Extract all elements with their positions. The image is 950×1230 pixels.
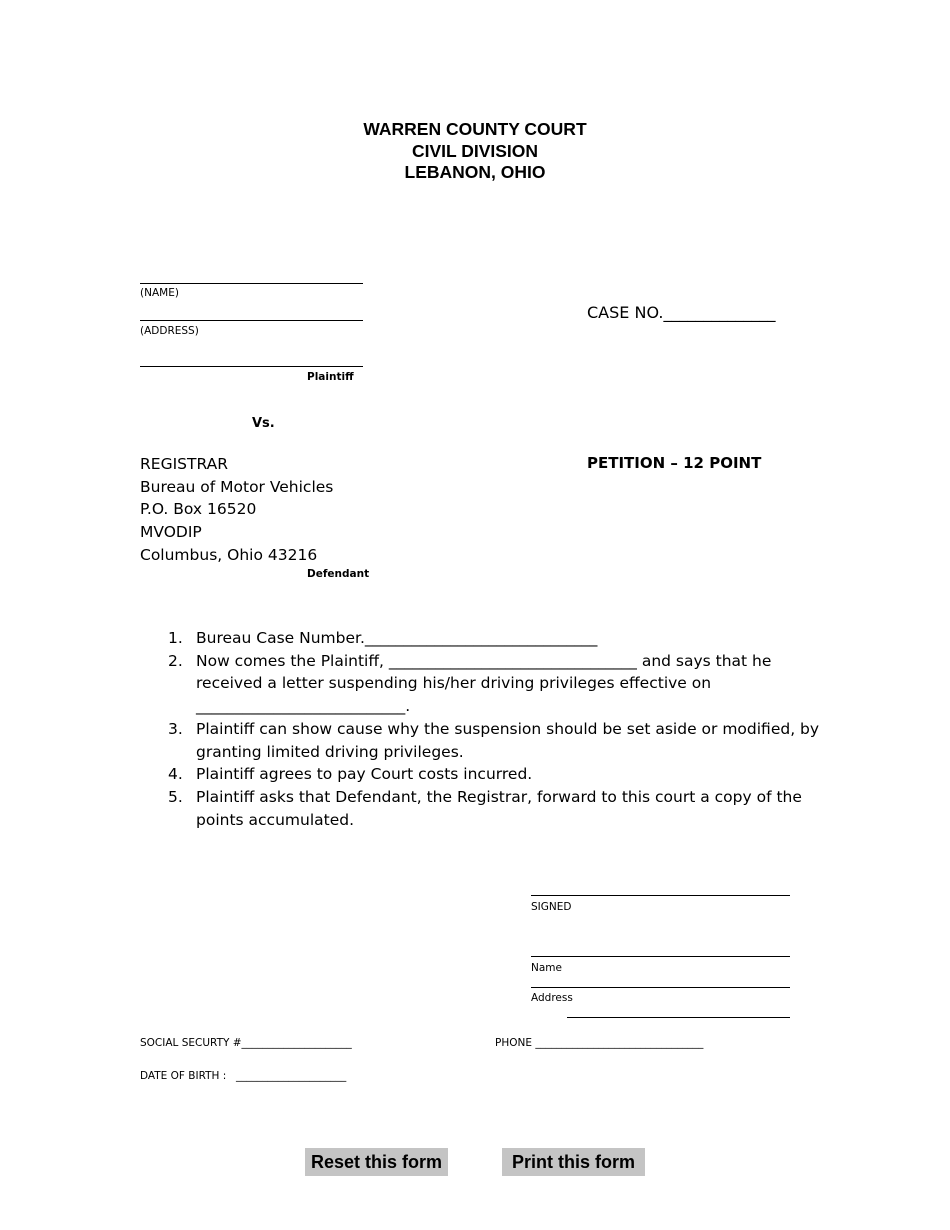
plaintiff-address-line-2[interactable] xyxy=(140,366,363,367)
signature-line[interactable] xyxy=(531,895,790,896)
ssn-field[interactable]: SOCIAL SECURTY #_____________________ xyxy=(140,1037,352,1049)
item-number: 5. xyxy=(168,787,183,806)
address-label: (ADDRESS) xyxy=(140,325,199,337)
defendant-line: P.O. Box 16520 xyxy=(140,500,257,519)
item-number: 4. xyxy=(168,765,183,784)
print-form-button[interactable]: Print this form xyxy=(502,1148,645,1176)
case-number-field[interactable]: CASE NO.______________ xyxy=(587,303,776,322)
signer-address-line-2[interactable] xyxy=(567,1017,790,1018)
defendant-line: MVODIP xyxy=(140,523,202,542)
defendant-line: Columbus, Ohio 43216 xyxy=(140,545,318,564)
court-name: WARREN COUNTY COURT xyxy=(363,119,587,139)
defendant-address xyxy=(140,453,333,567)
division-name: CIVIL DIVISION xyxy=(411,141,539,161)
list-item xyxy=(160,627,820,650)
plaintiff-name-line[interactable] xyxy=(140,283,363,284)
signer-address-label: Address xyxy=(531,992,573,1004)
item-number: 1. xyxy=(168,629,183,647)
item-text: Plaintiff asks that Defendant, the Registrar, forward to this court a copy of the points accumulated. xyxy=(196,787,802,829)
item-text: Now comes the Plaintiff, ________________________________ and says that he received a letter suspending his/her driving privileges effective on ___________________________. xyxy=(196,651,772,716)
dob-label: DATE OF BIRTH : xyxy=(140,1070,227,1082)
signed-label: SIGNED xyxy=(531,901,572,913)
plaintiff-label: Plaintiff xyxy=(307,371,354,383)
item-number: 3. xyxy=(168,719,183,738)
petition-items xyxy=(160,627,820,831)
phone-field[interactable]: PHONE ________________________________ xyxy=(495,1037,704,1049)
defendant-line: REGISTRAR xyxy=(140,455,228,473)
item-text: Bureau Case Number.______________________________ xyxy=(196,629,598,647)
defendant-line: Bureau of Motor Vehicles xyxy=(140,477,334,496)
plaintiff-address-line[interactable] xyxy=(140,320,363,321)
list-item xyxy=(160,763,820,786)
list-item xyxy=(160,650,820,718)
reset-form-button[interactable]: Reset this form xyxy=(305,1148,448,1176)
versus-label: Vs. xyxy=(252,416,275,431)
item-text: Plaintiff agrees to pay Court costs incurred. xyxy=(196,765,533,784)
list-item xyxy=(160,718,820,763)
signer-name-line[interactable] xyxy=(531,956,790,957)
signer-address-line[interactable] xyxy=(531,987,790,988)
dob-field[interactable]: _____________________ xyxy=(236,1070,347,1082)
court-location: LEBANON, OHIO xyxy=(404,162,546,182)
name-label: (NAME) xyxy=(140,287,179,299)
item-text: Plaintiff can show cause why the suspension should be set aside or modified, by granting limited driving privileges. xyxy=(196,719,820,761)
defendant-label: Defendant xyxy=(307,568,370,580)
petition-title: PETITION – 12 POINT xyxy=(587,454,762,472)
list-item xyxy=(160,786,820,831)
item-number: 2. xyxy=(168,651,183,670)
signer-name-label: Name xyxy=(531,962,562,974)
